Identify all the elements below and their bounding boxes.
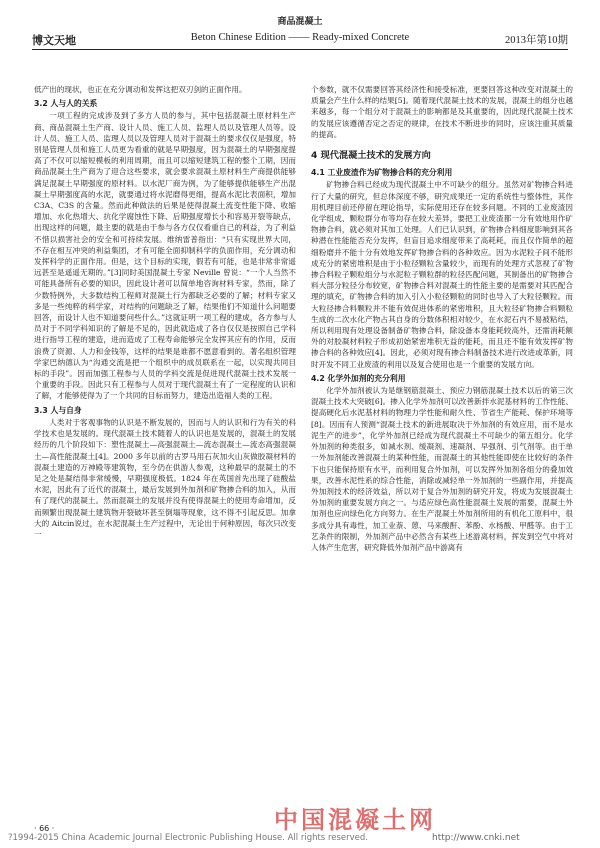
- paragraph-4-2: 化学外加剂被认为是继钢筋混凝土、预应力钢筋混凝土技术以后的第三次混凝土技术大突破[6]。掺入化学外加剂可以改善新拌水泥基材料的工作性能、提高硬化后水泥基材料的物理力学性能和耐久性、节省生产能耗、保护环境等[8]。因而有人预测“混凝土技术的新进展取决于外加剂的有效应用，而不是水泥生产的进步”，化学外加剂已经成为现代混凝土不可缺少的第五组分。化学外加剂的种类很多，如减水剂、缓凝剂、速凝剂、早强剂、引气剂等。由于单一外加剂能改善混凝土的某种性能，而混凝土的其他性能即使在比较好的条件下也只能保持原有水平，而利用复合外加剂，可以发挥外加剂各组分的叠加效果，改善水泥性系的综合性能，消除或减轻单一外加剂的一些副作用，并提高外加剂技术的经济效益，所以对于复合外加剂的研究开发，将成为发展混凝土外加剂的重要发展方向之一。与适应绿色高性能混凝土发展的需要，混凝土外加剂也应向绿色化方向努力。在生产混凝土外加剂所用的有机化工原料中，很多成分具有毒性，加工业萘、蒽、马来酸酐、苯酚、水杨酸、甲醛等。由于工艺条件的限制，外加剂产品中必然含有某些上述游离材料，挥发到空气中将对人体产生危害，研究降低外加剂产品中游离有: [311, 386, 573, 552]
- heading-4-1: 4.1 工业废渣作为矿物掺合料的充分利用: [311, 168, 453, 178]
- heading-3-3: 3.3 人与自身: [34, 405, 82, 415]
- paragraph-3-2: 一项工程的完成涉及到了多方人员的参与，其中包括混凝土原材料生产商、商品混凝土生产商、设计人员、施工人员、监理人员以及管理人员等。设计人员、施工人员、监理人员以及管理人员对于混凝土的要求仅仅是强度，特别是管理人员和施工人员更为看重的就是早期强度，因为混凝土的早期强度提高了不仅可以缩短模板的利用周期，而且可以缩短建筑工程的整个工期，因而商品混凝土生产商为了迎合这些要求，就会要求混凝土原材料生产商提供能够满足混凝土早期强度的原材料。以水泥厂商为例，为了能够提供能够生产出混凝土早期强度高的水泥，就要通过将水泥磨得更细，提高水泥比表面积，增加 C3A、C3S 的含量。然而此种做法的后果是使得混凝土流变性能下降、收缩增加、水化热增大、抗化学腐蚀性下降、后期强度增长小和容易开裂等缺点，出现这样的问题，最主要的就是由于参与各方仅仅看重自己的利益，为了利益不惜以损害社会的安全和可持续发展。维纳雷普指出：“只有实现世界大同，不存在相互冲突的利益集团，才有可能全面抑制科学的负面作用，充分调动和发挥科学的正面作用。但是，这个目标的实现，假若有可能，也是非常非常遥远甚至是遥遥无期的。”[3]同时美国混凝土专家 Neville 曾说：“一个人当然不可能具备所有必要的知识，因此设计者可以简单地咨询材料专家，然而，除了少数特例外，大多数结构工程师对混凝土行为都缺乏必要的了解；材料专家又多是一些纯粹的科学家，对结构的问题缺乏了解，结果他们不知道什么问题要回答，而设计人也不知道要问些什么。”这就证明一项工程的建成，各方参与人员对于不同学科知识的了解是不足的，因此就造成了各自仅仅是按照自己学科进行指导工程的建造，进而造成了工程寿命能够完全发挥其应有的作用，反而浪费了资源、人力和金钱等，这样的结果是谁都不愿意看到的。著名组织管理学家巴纳德认为“沟通交流是把一个组织中的成员联系在一起，以实现共同目标的手段”。因而加强工程参与人员的学科交流是促进现代混凝土技术发展一个重要的手段。因此只有工程参与人员对于现代混凝土有了一定程度的认识和了解，才能够使得为了一个共同的目标而努力，建造出造福人类的工程。: [34, 111, 296, 401]
- right-column: [311, 84, 573, 553]
- left-column: [34, 84, 296, 540]
- intro-paragraph: 低产出的现状，也正在充分调动和发挥这把双刃剑的正面作用。: [34, 85, 247, 94]
- issue-label: 2013年第10期: [505, 35, 568, 46]
- edition-name: Beton Chinese Edition —— Ready-mixed Concrete: [190, 32, 410, 43]
- heading-3-2: 3.2 人与人的关系: [34, 99, 98, 109]
- heading-4: 4 现代混凝土技术的发展方向: [311, 150, 431, 162]
- watermark-logo-text: 中国混凝土网: [274, 806, 436, 834]
- section-name: 博文天地: [32, 34, 76, 47]
- copyright-line: ?1994-2015 China Academic Journal Electronic Publishing House. All rights reserved.: [8, 833, 368, 843]
- heading-4-2: 4.2 化学外加剂的充分利用: [311, 373, 406, 383]
- page-header: [32, 14, 568, 54]
- paragraph-4-1: 矿物掺合料已经成为现代混凝土中不可缺少的组分。虽然对矿物掺合料进行了大量的研究，但总体深度不够，研究成果还一定的系统性与整体性，其作用机理目前还停留在理论指导，实际使用还存在较多问题。不同的工业废渣因化学组成、颗粒群分布等均存在较大差异，要把工业废渣都一分有效地用作矿物掺合料，就必须对其加工处理。人们已认识到，矿物掺合料细度影响到其各种潜在性能能否充分发挥，但盲目追求细度带来了高耗耗，而且仅作简单的超细粉磨并不能十分有效地发挥矿物掺合料的各种效应。因为水泥粒子间不能形成充分的紧密堆积是由于小粒径颗粒含量较少，而现有的处理方式忽视了矿物掺合料粒子颗粒组分与水泥粒子颗粒群的粒径匹配问题，其制备出的矿物掺合料大部分粒径分布较宽，矿物掺合料对混凝土的性能主要的是需要对其匹配合理的填充，矿物掺合料的加入引入小粒径颗粒的同时也导入了大粒径颗粒。而大粒径掺合料颗粒并不能有效促进体系的紧密堆积，且大粒径矿物掺合料颗粒生成的二次水化产物占其自身的分数体积相对较少，在水泥石内不易被粘结，所以利用现有处理设备制备矿物掺合料，除设备本身能耗较高外，还需消耗额外的对胶凝材料粒子形成初始紧密堆积无益的能耗，而且还不能有效发挥矿物掺合料的各种效应[4]。因此，必须对现有掺合料制备技术进行改进或革新，同时开发不同工业废渣的利用以及复合使用也是一个重要的发展方向。: [311, 180, 573, 369]
- watermark-url: http://www.cnki.net: [432, 833, 520, 843]
- paragraph-3-3: 人类对于客观事物的认识是不断发展的，因而与人的认识和行为有关的科学技术也是发展的。现代混凝土技术随着人的认识也是发展的，混凝土的发展经历的几个阶段如下：塑性混凝土—高强混凝土—流态混凝土—流态高强混凝土—高性能混凝土[4]。2000 多年以前的古罗马用石灰加火山灰做胶凝材料的混凝土建造的万神殿等建筑物，至今仍在供游人参观，这种最早的混凝土的不足之处是凝结得非常缓慢，早期强度极低。1824 年在英国首先出现了硅酸盐水泥，因此有了近代的混凝土，最后发展到外加剂和矿物掺合料的加入，从而有了现代的混凝土。然而混凝土的发展并没有使得混凝土的使用寿命增加，反而频繁出现混凝土建筑物开裂破坏甚至倒塌等现象，这不得不引起反思。加拿大的 Aitcin说过，在水泥混凝土生产过程中，无论出于何种原因，每次只改变一: [34, 417, 296, 539]
- journal-name: 商品混凝土: [277, 17, 323, 27]
- header-rule: [32, 49, 568, 50]
- continued-paragraph: 个参数，就不仅需要回答其经济性和接受标准，更要回答这种改变对混凝土的质量会产生什么样的结果[5]。随着现代混凝土技术的发展，混凝土的组分也越来越多，每一个组分对于混凝土的影响都是及其重要的，因此现代混凝土技术的发展应该遵循否定之否定的规律，在技术不断进步的同时，应该注重其质量的提高。: [311, 85, 573, 139]
- page-number: · 66 ·: [34, 824, 55, 833]
